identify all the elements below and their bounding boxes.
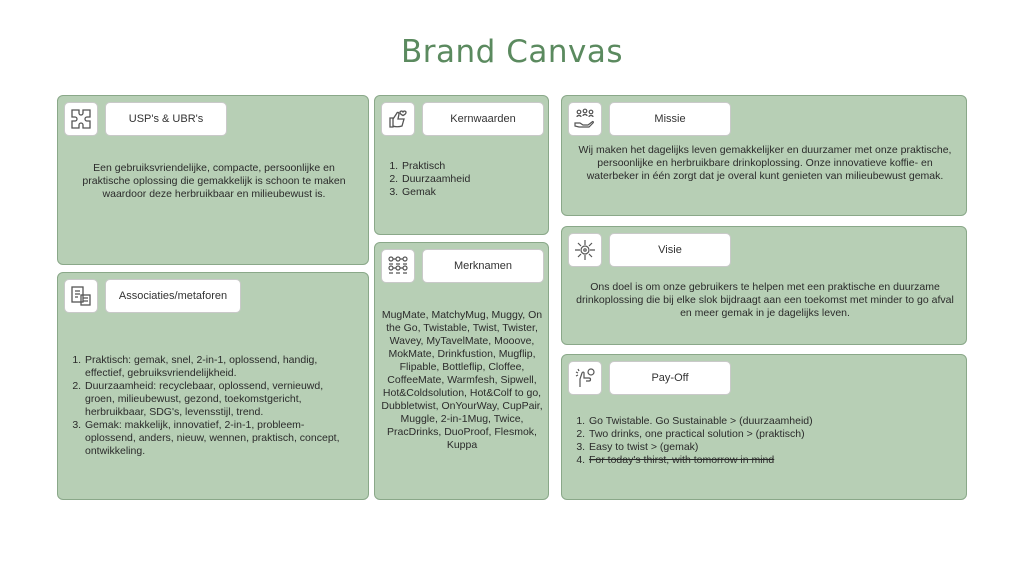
- merknamen-label: Merknamen: [422, 249, 544, 283]
- kernwaarden-label: Kernwaarden: [422, 102, 544, 136]
- puzzle-pieces-icon: [64, 102, 98, 136]
- list-item: 1. Praktisch: gemak, snel, 2-in-1, oplossend, handig, effectief, gebruiksvriendelijkheid.: [84, 354, 354, 380]
- hand-people-icon: [568, 102, 602, 136]
- panel-missie: [561, 95, 967, 216]
- panel-visie: [561, 226, 967, 345]
- panel-usp: [57, 95, 369, 265]
- associaties-list: [70, 354, 354, 458]
- missie-label: Missie: [609, 102, 731, 136]
- list-item: 3. Easy to twist > (gemak): [588, 441, 958, 454]
- list-item: 1. Go Twistable. Go Sustainable > (duurzaamheid): [588, 415, 958, 428]
- usp-text: Een gebruiksvriendelijke, compacte, persoonlijke en praktische oplossing die gemakkelijk is schoon te maken waardoor deze herbruikbaar en milieubewust is.: [82, 162, 346, 200]
- list-item: 2. Two drinks, one practical solution > (praktisch): [588, 428, 958, 441]
- payoff-label: Pay-Off: [609, 361, 731, 395]
- panel-payoff: [561, 354, 967, 500]
- list-item: 3. Gemak: [401, 186, 542, 199]
- associaties-label: Associaties/metaforen: [105, 279, 241, 313]
- panel-merknamen: [374, 242, 549, 500]
- visie-label: Visie: [609, 233, 731, 267]
- visie-text: Ons doel is om onze gebruikers te helpen met een praktische en duurzame drinkoplossing die bij elke slok bijdraagt aan een toekomst met minder to go afval en meer gemak in je dagelijks leven.: [576, 281, 954, 319]
- missie-text: Wij maken het dagelijks leven gemakkelijker en duurzamer met onze praktische, persoonlijke en herbruikbare drinkoplossing. Onze innovatieve koffie- en waterbeker in één zorgt dat je overal kunt genieten van milieubewust gemak.: [578, 144, 952, 182]
- list-item-struck: 4. For today's thirst, with tomorrow in mind: [588, 454, 958, 467]
- list-item: 1. Praktisch: [401, 160, 542, 173]
- panel-kernwaarden: [374, 95, 549, 235]
- hand-coin-icon: [568, 361, 602, 395]
- documents-icon: [64, 279, 98, 313]
- list-item: 3. Gemak: makkelijk, innovatief, 2-in-1, probleem-oplossend, anders, nieuw, wennen, praktisch, concept, ontwikkeling.: [84, 419, 354, 458]
- payoff-list: [574, 415, 958, 467]
- merknamen-text: MugMate, MatchyMug, Muggy, On the Go, Twistable, Twist, Twister, Wavey, MyTavelMate, Mooove, MokMate, Drinkfustion, Mugflip, Flipable, Bottleflip, Cloffee, CoffeeMate, Warmfesh, Sipwell, Hot&Coldsolution, Hot&Colf to go, Dubbletwist, OnYourWay, CupPair, Muggle, 2-in-1Mug, Twice, PracDrinks, DuoProof, Flesmok, Kuppa: [381, 309, 543, 451]
- target-network-icon: [568, 233, 602, 267]
- list-item: 2. Duurzaamheid: [401, 173, 542, 186]
- kernwaarden-list: [387, 160, 542, 199]
- usp-label: USP's & UBR's: [105, 102, 227, 136]
- page-title: Brand Canvas: [401, 34, 623, 70]
- list-item: 2. Duurzaamheid: recyclebaar, oplossend, vernieuwd, groen, milieubewust, gezond, toekomstgericht, herbruikbaar, SDG's, levensstijl, trend.: [84, 380, 354, 419]
- thumbs-up-heart-icon: [381, 102, 415, 136]
- panel-associaties: [57, 272, 369, 500]
- network-people-icon: [381, 249, 415, 283]
